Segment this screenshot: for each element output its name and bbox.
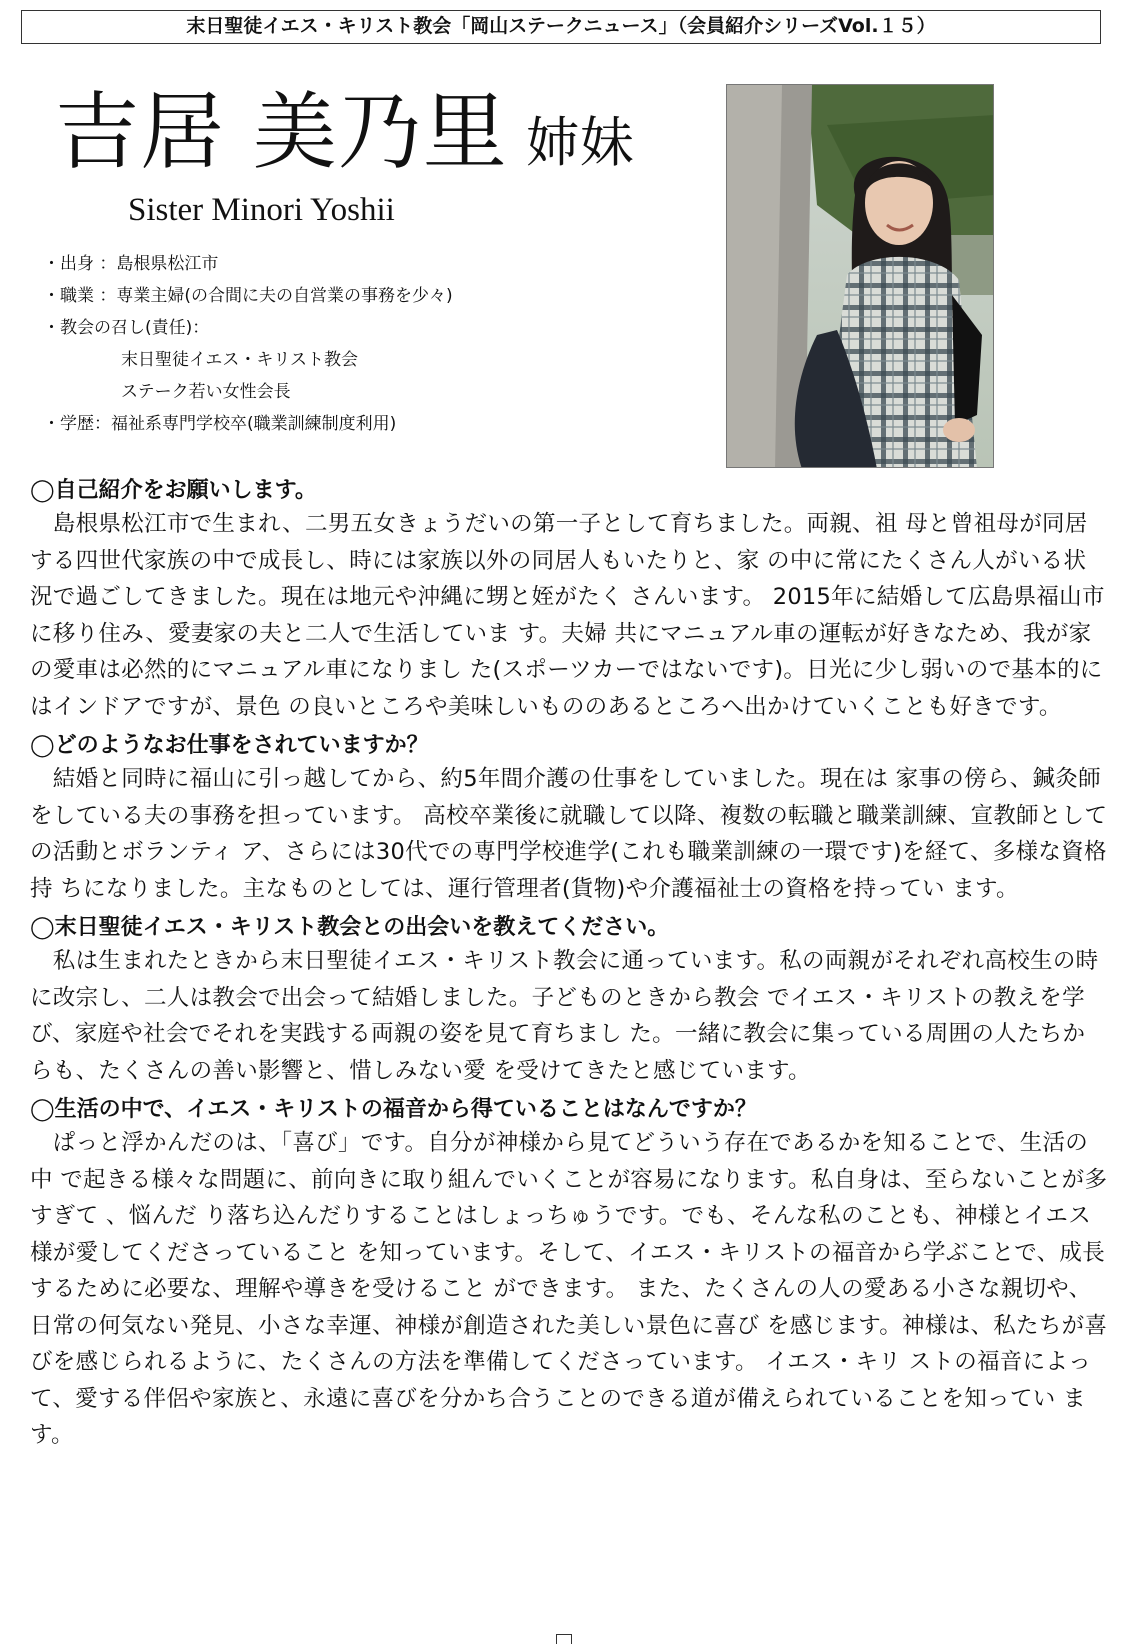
newsletter-title: 末日聖徒イエス・キリスト教会「岡山ステークニュース」（会員紹介シリーズVol.１５）: [186, 15, 936, 37]
interview-content: [30, 476, 1108, 1460]
profile-calling-label: ・教会の召し(責任)：: [43, 318, 210, 338]
section-heading-introduction: ◯自己紹介をお願いします。: [30, 478, 317, 503]
profile-education: ・学歴：福祉系専門学校卒(職業訓練制度利用): [43, 414, 397, 434]
newsletter-header: [21, 10, 1101, 44]
member-name-english: Sister Minori Yoshii: [128, 192, 395, 228]
section-heading-gospel-in-life: ◯生活の中で、イエス・キリストの福音から得ていることはなんですか？: [30, 1097, 757, 1122]
section-heading-work: ◯どのようなお仕事をされていますか？: [30, 733, 429, 758]
member-name-block: [55, 82, 634, 182]
section-body-work: 結婚と同時に福山に引っ越してから、約5年間介護の仕事をしていました。現在は 家事の傍ら、鍼灸師をしている夫の事務を担っています。 高校卒業後に就職して以降、複数の転職と職業訓練、宣教師としての活動とボランティ ア、さらには30代での専門学校進学(これも職業訓練の一環です)を経て、多様な資格持 ちになりました。主なものとしては、運行管理者(貨物)や介護福祉士の資格を持ってい ます。: [30, 766, 1108, 902]
profile-birthplace: ・出身 ：島根県松江市: [43, 254, 219, 274]
profile-calling-role: ステーク若い女性会長: [121, 382, 291, 402]
member-profile: [43, 248, 453, 440]
profile-calling-org: 末日聖徒イエス・キリスト教会: [121, 350, 358, 370]
page-continuation-mark: [556, 1634, 572, 1644]
member-name-japanese: 吉居 美乃里: [55, 83, 508, 181]
member-photo: [726, 84, 994, 468]
section-heading-church-encounter: ◯末日聖徒イエス・キリスト教会との出会いを教えてください。: [30, 915, 670, 940]
section-body-church-encounter: 私は生まれたときから末日聖徒イエス・キリスト教会に通っています。私の両親がそれぞれ高校生の時に改宗し、二人は教会で出会って結婚しました。子どものときから教会 でイエス・キリストの教えを学び、家庭や社会でそれを実践する両親の姿を見て育ちまし た。一緒に教会に集っている周囲の人たちからも、たくさんの善い影響と、惜しみない愛 を受けてきたと感じています。: [30, 948, 1099, 1084]
profile-occupation: ・職業 ：専業主婦(の合間に夫の自営業の事務を少々): [43, 286, 453, 306]
member-honorific: 姉妹: [525, 111, 634, 174]
section-body-introduction: 島根県松江市で生まれ、二男五女きょうだいの第一子として育ちました。両親、祖 母と曾祖母が同居する四世代家族の中で成長し、時には家族以外の同居人もいたりと、家 の中に常にたくさん人がいる状況で過ごしてきました。現在は地元や沖縄に甥と姪がたく さんいます。 2015年に結婚して広島県福山市に移り住み、愛妻家の夫と二人で生活していま す。夫婦 共にマニュアル車の運転が好きなため、我が家の愛車は必然的にマニュアル車になりまし た(スポーツカーではないです)。日光に少し弱いので基本的にはインドアですが、景色 の良いところや美味しいもののあるところへ出かけていくことも好きです。: [30, 511, 1105, 720]
section-body-gospel-in-life: ぱっと浮かんだのは、「喜び」です。自分が神様から見てどういう存在であるかを知ることで、生活の中 で起きる様々な問題に、前向きに取り組んでいくことが容易になります。私自身は、至らないことが多すぎて 、悩んだ り落ち込んだりすることはしょっちゅうです。でも、そんな私のことも、神様とイエス様が愛してくださっていること を知っています。そして、イエス・キリストの福音から学ぶことで、成長するために必要な、理解や導きを受けること ができます。 また、たくさんの人の愛ある小さな親切や、日常の何気ない発見、小さな幸運、神様が創造された美しい景色に喜び を感じます。神様は、私たちが喜びを感じられるように、たくさんの方法を準備してくださっています。 イエス・キリ ストの福音によって、愛する伴侶や家族と、永遠に喜びを分かち合うことのできる道が備えられていることを知ってい ます。: [30, 1130, 1108, 1448]
